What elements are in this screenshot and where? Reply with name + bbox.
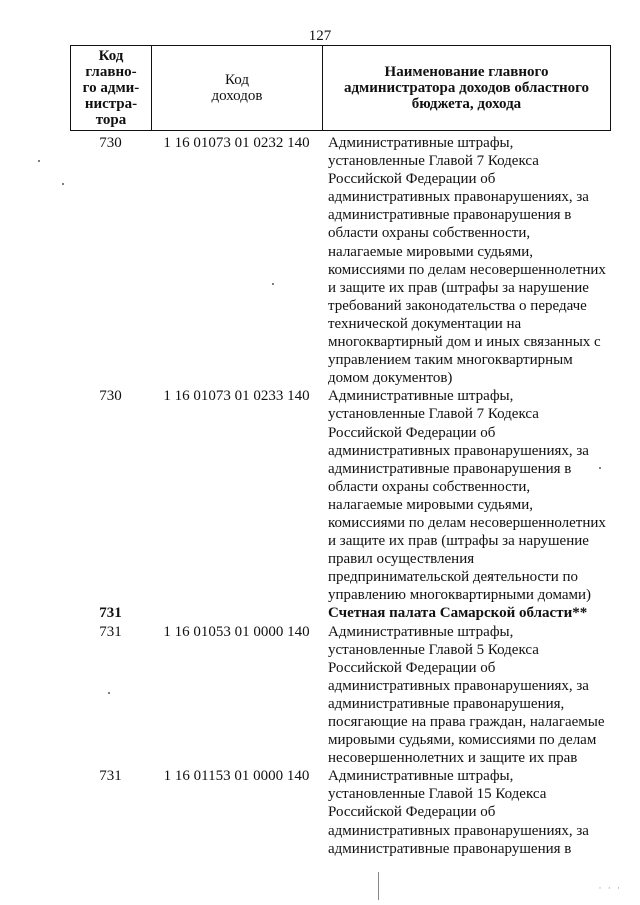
- scan-speck: [599, 467, 601, 469]
- header-name: Наименование главного администратора доходов областного бюджета, дохода: [343, 64, 590, 112]
- income-code-cell: [151, 604, 322, 622]
- admin-code-cell: 731: [99, 605, 122, 622]
- header-admin-code: Код главно- го адми- нистра- тора: [71, 46, 152, 130]
- name-cell: Административные штрафы, установленные Главой 7 Кодекса Российской Федерации об административных правонарушениях, за административные правонарушения в области охраны собственности, налагаемые мировыми судьями, комиссиями по делам несовершеннолетних и защите их прав (штрафы за нарушение правил осуществления предпринимательской деятельности по управлению многоквартирными домами): [328, 388, 606, 604]
- header-income-code: Код доходов: [152, 46, 323, 130]
- admin-code-cell: 731: [99, 623, 122, 640]
- scan-speck: [38, 160, 40, 162]
- income-code-cell: 1 16 01073 01 0233 140: [163, 388, 310, 405]
- scan-smudge: · · ·: [598, 883, 622, 893]
- table-row: [70, 387, 630, 604]
- admin-code-cell: 730: [99, 388, 122, 405]
- scan-speck: [62, 183, 64, 185]
- admin-code-cell: 731: [99, 768, 122, 785]
- table-header: [70, 45, 611, 131]
- income-code-cell: 1 16 01153 01 0000 140: [163, 768, 310, 785]
- scan-speck: [272, 283, 274, 285]
- section-title: Счетная палата Самарской области**: [328, 605, 588, 622]
- name-cell: Административные штрафы, установленные Главой 7 Кодекса Российской Федерации об административных правонарушениях, за административные правонарушения в области охраны собственности, налагаемые мировыми судьями, комиссиями по делам несовершеннолетних и защите их прав (штрафы за нарушение требований законодательства о передаче технической документации на многоквартирный дом и иных связанных с управлением таким многоквартирным домом документов): [328, 135, 606, 387]
- table-row: [70, 134, 630, 387]
- table-row: [70, 623, 630, 768]
- scan-speck: [108, 692, 110, 694]
- name-cell: Административные штрафы, установленные Главой 15 Кодекса Российской Федерации об административных правонарушениях, за административные правонарушения в: [328, 768, 589, 857]
- income-code-cell: 1 16 01073 01 0232 140: [163, 135, 310, 151]
- table-row: [70, 767, 630, 857]
- table-body: [70, 134, 630, 858]
- admin-code-cell: 730: [99, 135, 122, 151]
- income-code-cell: 1 16 01053 01 0000 140: [163, 623, 310, 640]
- name-cell: Административные штрафы, установленные Главой 5 Кодекса Российской Федерации об административных правонарушениях, за административные правонарушения, посягающие на права граждан, налагаемые мировыми судьями, комиссиями по делам несовершеннолетних и защите их прав: [328, 623, 605, 767]
- section-heading-row: [70, 604, 630, 622]
- page-number: 127: [308, 28, 332, 44]
- scan-line-mark: [378, 872, 379, 900]
